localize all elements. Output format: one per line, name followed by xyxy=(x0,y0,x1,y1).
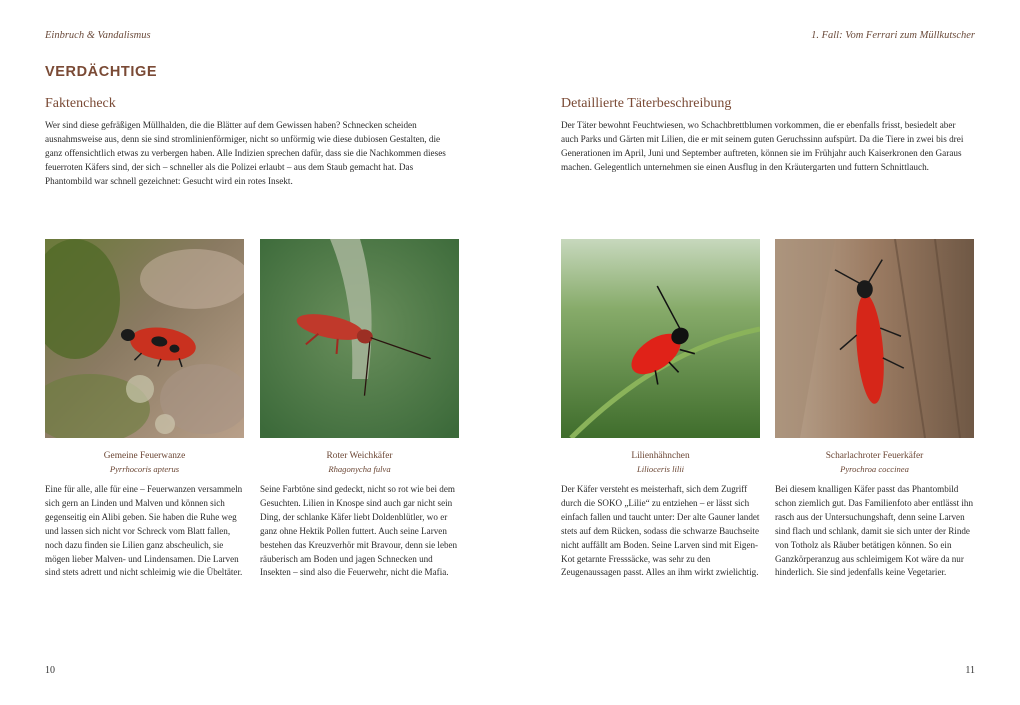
page-number-right: 11 xyxy=(965,665,975,676)
subheading-taeterbeschreibung: Detaillierte Täterbeschreibung xyxy=(561,96,732,111)
photo-weichkaefer xyxy=(260,239,459,438)
caption-latin: Pyrrhocoris apterus xyxy=(109,464,180,474)
description-feuerwanze: Eine für alle, alle für eine – Feuerwanzen versammeln sich gern an Linden und Malven und können sich gegenseitig ein Alibi geben. Sie haben die Ruhe weg und lassen sich nicht vor Schreck vom Blatt fallen, noch dazu finden sie Lilien ganz abscheulich, sie mögen lieber Malven- und Lindensamen. Die Larven sind stets adrett und nicht schleimig wie die Übeltäter. xyxy=(45,484,243,578)
running-head-left: Einbruch & Vandalismus xyxy=(45,30,151,41)
caption-weichkaefer xyxy=(260,450,459,476)
description-feuerkaefer: Bei diesem knalligen Käfer passt das Phantombild schon ziemlich gut. Das Familienfoto aber entlässt ihn rasch aus der Untersuchungshaft, denn seine Larven sind flach und schlank, damit sie sich unter der Rinde von Totholz als Räuber betätigen können. So ein Ganzkörperanzug aus schleimigem Kot wäre da nur hinderlich. Sie sind jedenfalls keine Vegetarier. xyxy=(775,484,973,578)
section-title: VERDÄCHTIGE xyxy=(45,64,158,80)
photo-lilienhaehnchen xyxy=(561,239,760,438)
description-lilienhaehnchen: Der Käfer versteht es meisterhaft, sich dem Zugriff durch die SOKO „Lilie“ zu entziehen – er lässt sich einfach fallen und taucht unter: Der alte Gauner landet stets auf dem Rücken, sodass die schwarze Bauchseite nicht auffällt am Boden. Seine Larven sind mit Eigen-Kot getarnte Fresssäcke, was sehr zu den Zeugenaussagen passt. Alles an ihm wirkt zwielichtig. xyxy=(561,484,760,578)
photo-feuerkaefer xyxy=(775,239,974,438)
description-weichkaefer: Seine Farbtöne sind gedeckt, nicht so rot wie bei dem Gesuchten. Lilien in Knospe sind auch gar nicht sein Ding, der schlanke Käfer liebt Doldenblütler, wo er ganz ohne Hektik Pollen futtert. Auch seine Larven bestehen das Kreuzverhör mit Bravour, denn sie leben räuberisch am Boden und jagen Schnecken und Insekten – sind also die Feuerwehr, nicht die Mafia. xyxy=(260,484,458,578)
caption-name: Lilienhähnchen xyxy=(631,451,690,461)
running-head-right: 1. Fall: Vom Ferrari zum Müllkutscher xyxy=(811,30,975,41)
caption-name: Gemeine Feuerwanze xyxy=(103,451,186,461)
caption-latin: Pyrochroa coccinea xyxy=(840,464,909,474)
caption-lilienhaehnchen xyxy=(561,450,760,476)
caption-latin: Lilioceris lilii xyxy=(636,464,685,474)
intro-paragraph-right: Der Täter bewohnt Feuchtwiesen, wo Schachbrettblumen vorkommen, die er ebenfalls frisst, besiedelt aber auch Parks und Gärten mit Lilien, die er mit seinem guten Geruchssinn aufspürt. Da die Tiere in zwei bis drei Generationen im April, Juni und September auftreten, können sie im Frühjahr auch Kaiserkronen den Garaus machen. Gelegentlich unternehmen sie einen Ausflug in den Kräutergarten und futtern Schnittlauch. xyxy=(561,120,964,173)
subheading-faktencheck: Faktencheck xyxy=(45,96,116,111)
caption-name: Scharlachroter Feuerkäfer xyxy=(825,451,924,461)
intro-paragraph-left: Wer sind diese gefräßigen Müllhalden, die die Blätter auf dem Gewissen haben? Schnecken scheiden ausnahmsweise aus, denn sie sind stromlinienförmiger, nicht so unförmig wie diese dubiosen Gestalten, die ganz offensichtlich etwas zu verbergen haben. Alle Indizien sprechen dafür, dass sie die Nachkommen dieses feuerroten Käfers sind, der sich – schneller als die Polizei erlaubt – aus dem Staub gemacht hat. Das Phantombild war schnell gezeichnet: Gesucht wird ein rotes Insekt. xyxy=(45,120,446,187)
caption-latin: Rhagonycha fulva xyxy=(328,464,391,474)
right-page xyxy=(510,0,1020,705)
caption-feuerkaefer xyxy=(775,450,974,476)
caption-feuerwanze xyxy=(45,450,244,476)
page-number-left: 10 xyxy=(45,665,55,676)
photo-feuerwanze xyxy=(45,239,244,438)
caption-name: Roter Weichkäfer xyxy=(326,451,393,461)
